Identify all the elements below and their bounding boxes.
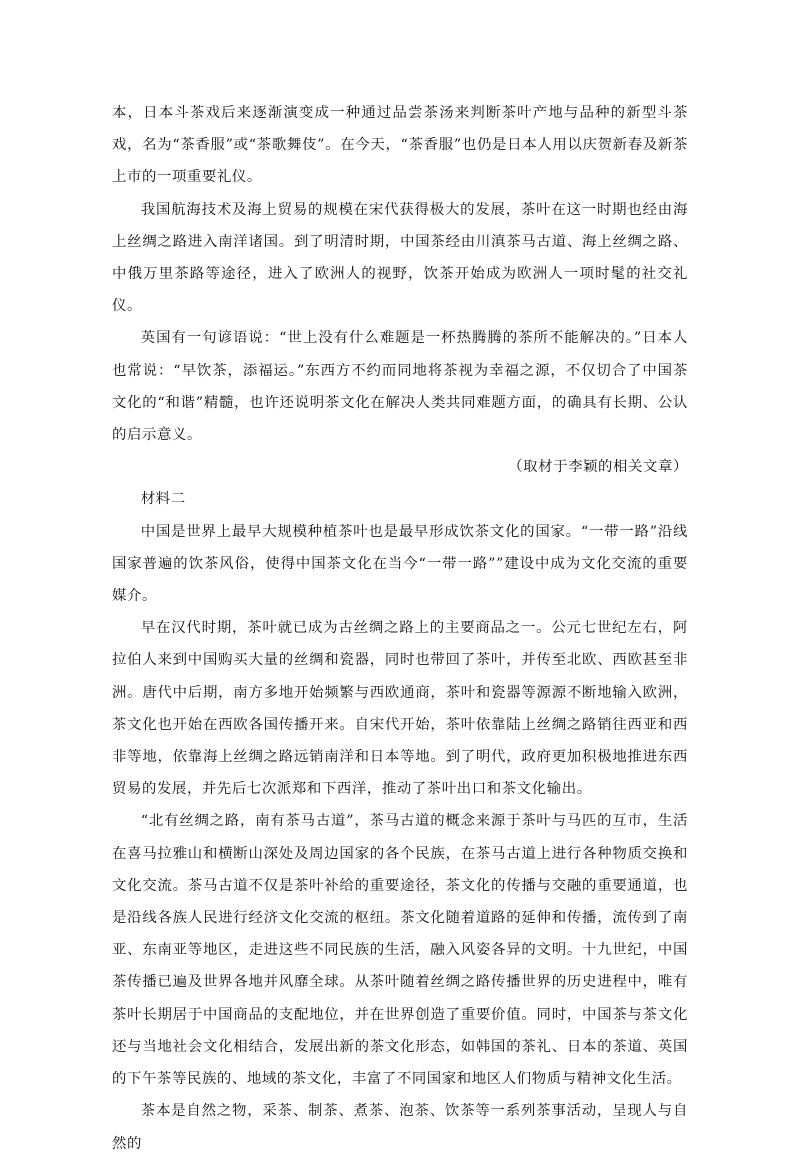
paragraph-maritime-silk-road: 我国航海技术及海上贸易的规模在宋代获得极大的发展，茶叶在这一时期也经由海上丝绸之路进入南洋诸国。到了明清时期，中国茶经由川滇茶马古道、海上丝绸之路、中俄万里茶路等途径，进入了欧洲人的视野，饮茶开始成为欧洲人一项时髦的社交礼仪。 — [112, 201, 688, 315]
source-attribution: （取材于李颖的相关文章） — [508, 459, 688, 476]
material-two-heading: 材料二 — [140, 491, 186, 508]
paragraph-han-dynasty-trade: 早在汉代时期，茶叶就已成为古丝绸之路上的主要商品之一。公元七世纪左右，阿拉伯人来到中国购买大量的丝绸和瓷器，同时也带回了茶叶，并传至北欧、西欧甚至非洲。唐代中后期，南方多地开始频繁与西欧通商，茶叶和瓷器等源源不断地输入欧洲，茶文化也开始在西欧各国传播开来。自宋代开始，茶叶依靠陆上丝绸之路销往西亚和西非等地，依靠海上丝绸之路远销南洋和日本等地。到了明代，政府更加积极地推进东西贸易的发展，并先后七次派郑和下西洋，推动了茶叶出口和茶文化输出。 — [112, 620, 688, 798]
paragraph-english-proverb: 英国有一句谚语说：“世上没有什么难题是一杯热腾腾的茶所不能解决的。”日本人也常说：“早饮茶，添福运。”东西方不约而同地将茶视为幸福之源，不仅切合了中国茶文化的“和谐”精髓，也许还说明茶文化在解决人类共同难题方面，的确具有长期、公认的启示意义。 — [112, 330, 688, 444]
paragraph-tea-horse-road: “北有丝绸之路，南有茶马古道”，茶马古道的概念来源于茶叶与马匹的互市，生活在喜马拉雅山和横断山深处及周边国家的各个民族，在茶马古道上进行各种物质交换和文化交流。茶马古道不仅是茶叶补给的重要途径，茶文化的传播与交融的重要通道，也是沿线各族人民进行经济文化交流的枢纽。茶文化随着道路的延伸和传播，流传到了南亚、东南亚等地区，走进这些不同民族的生活，融入风姿各异的文明。十九世纪，中国茶传播已遍及世界各地并风靡全球。从茶叶随着丝绸之路传播世界的历史进程中，唯有茶叶长期居于中国商品的支配地位，并在世界创造了重要价值。同时，中国茶与茶文化还与当地社会文化相结合，发展出新的茶文化形态，如韩国的茶礼、日本的茶道、英国的下午茶等民族的、地域的茶文化，丰富了不同国家和地区人们物质与精神文化生活。 — [112, 813, 688, 1088]
paragraph-china-tea-origin: 中国是世界上最早大规模种植茶叶也是最早形成饮茶文化的国家。“一带一路”沿线国家普遍的饮茶风俗，使得中国茶文化在当今“一带一路””建设中成为文化交流的重要媒介。 — [112, 523, 688, 605]
paragraph-continuation: 本，日本斗茶戏后来逐渐演变成一种通过品尝茶汤来判断茶叶产地与品种的新型斗茶戏，名为“茶香服”或“茶歌舞伎”。在今天，“茶香服”也仍是日本人用以庆贺新春及新茶上市的一项重要礼仪。 — [112, 105, 688, 186]
paragraph-tea-nature: 茶本是自然之物，采茶、制茶、煮茶、泡茶、饮茶等一系列茶事活动，呈现人与自然的 — [112, 1103, 688, 1152]
document-page — [112, 97, 688, 1160]
